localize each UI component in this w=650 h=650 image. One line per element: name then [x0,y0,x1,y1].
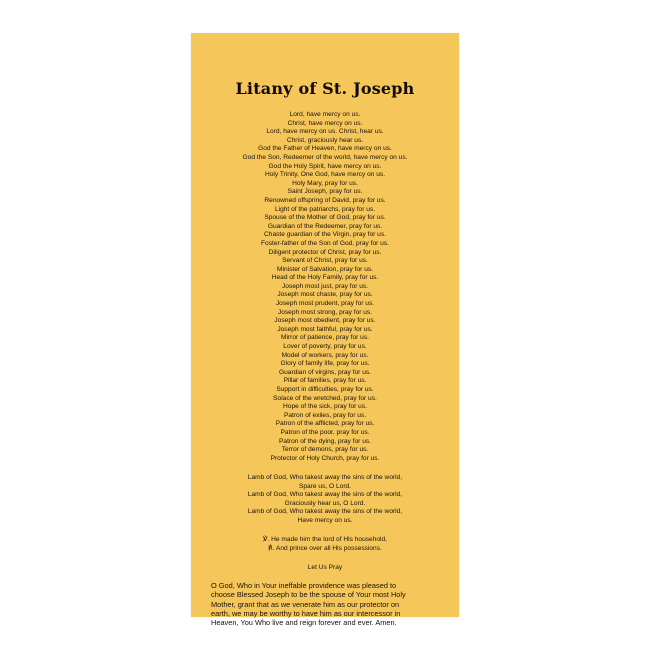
invocation-line: Foster-father of the Son of God, pray for us. [261,239,389,247]
invocation-line: Patron of the poor, pray for us. [280,428,370,436]
invocation-line: Support in difficulties, pray for us. [276,386,374,393]
litany-title: Litany of St. Joseph [235,79,415,98]
invocation-line: Joseph most chaste, pray for us. [277,291,373,299]
invocation-line: Joseph most strong, pray for us. [277,308,373,316]
invocation-line: Glory of family life, pray for us. [280,360,370,368]
invocation-line: Terror of demons, pray for us. [281,446,369,454]
invocation-line: Patron of exiles, pray for us. [283,411,367,419]
invocation-line: Patron of the afflicted, pray for us. [275,420,375,428]
lamb-line: Graciously hear us, O Lord. [284,499,366,507]
lamb-line: Lamb of God, Who takest away the sins of the world, [247,508,403,516]
prayer-line: O God, Who in Your ineffable providence was pleased to [211,581,397,590]
litany-invocations [191,111,459,463]
versicle-line: ℣. He made him the lord of His household, [263,536,387,543]
lamb-line: Spare us, O Lord. [298,482,352,490]
versicle-response [191,536,459,553]
invocation-line: Spouse of the Mother of God, pray for us. [264,214,386,222]
closing-prayer [211,581,449,627]
prayer-line: earth, we may be worthy to have him as our intercessor in [211,608,401,618]
invocation-line: Mirror of patience, pray for us. [281,334,369,342]
invocation-line: Guardian of virgins, pray for us. [279,368,371,376]
invocation-line: Joseph most faithful, pray for us. [277,325,373,333]
invocation-line: Holy Trinity, One God, have mercy on us. [264,171,386,179]
invocation-line: Saint Joseph, pray for us. [287,188,363,196]
invocation-line: Lover of poverty, pray for us. [283,343,367,351]
prayer-heading: Let Us Pray [307,564,343,571]
invocation-line: Holy Mary, pray for us. [292,179,358,187]
invocation-line: Chaste guardian of the Virgin, pray for us. [264,231,386,239]
invocation-line: Christ, graciously hear us. [286,136,364,144]
invocation-line: God the Father of Heaven, have mercy on us. [258,145,392,153]
invocation-line: Solace of the wretched, pray for us. [273,394,377,402]
invocation-line: Renowned offspring of David, pray for us. [264,196,386,204]
prayer-line: Mother, grant that as we venerate him as our protector on [211,599,400,609]
lamb-line: Have mercy on us. [297,516,353,524]
invocation-line: God the Son, Redeemer of the world, have mercy on us. [242,153,408,161]
invocation-line: Hope of the sick, pray for us. [283,403,367,411]
invocation-line: Joseph most just, pray for us. [281,282,369,290]
prayer-line: Heaven, You Who live and reign forever and ever. Amen. [211,618,397,628]
response-line: ℟. And prince over all His possessions. [268,544,382,552]
invocation-line: Guardian of the Redeemer, pray for us. [267,222,383,230]
invocation-line: Diligent protector of Christ, pray for us. [268,248,382,256]
invocation-line: Protector of Holy Church, pray for us. [270,454,380,462]
prayer-line: choose Blessed Joseph to be the spouse of Your most Holy [211,590,406,600]
invocation-line: Head of the Holy Family, pray for us. [271,274,379,282]
invocation-line: Pillar of families, pray for us. [283,377,367,385]
invocation-line: Servant of Christ, pray for us. [282,257,368,265]
invocation-line: Christ, have mercy on us. [287,119,363,127]
invocation-line: God the Holy Spirit, have mercy on us. [268,162,382,170]
invocation-line: Lord, have mercy on us. [289,111,361,118]
lamb-line: Lamb of God, Who takest away the sins of the world, [247,491,403,499]
invocation-line: Patron of the dying, pray for us. [279,437,371,445]
lamb-line: Lamb of God, Who takest away the sins of the world, [247,474,403,481]
invocation-line: Minister of Salvation, pray for us. [276,265,373,273]
invocation-line: Joseph most prudent, pray for us. [275,300,375,308]
invocation-line: Model of workers, pray for us. [281,351,369,359]
lamb-of-god-section [191,474,459,526]
invocation-line: Lord, have mercy on us. Christ, hear us. [266,128,384,136]
invocation-line: Joseph most obedient, pray for us. [274,317,376,325]
invocation-line: Light of the patriarchs, pray for us. [274,205,376,213]
prayer-card [191,33,459,628]
